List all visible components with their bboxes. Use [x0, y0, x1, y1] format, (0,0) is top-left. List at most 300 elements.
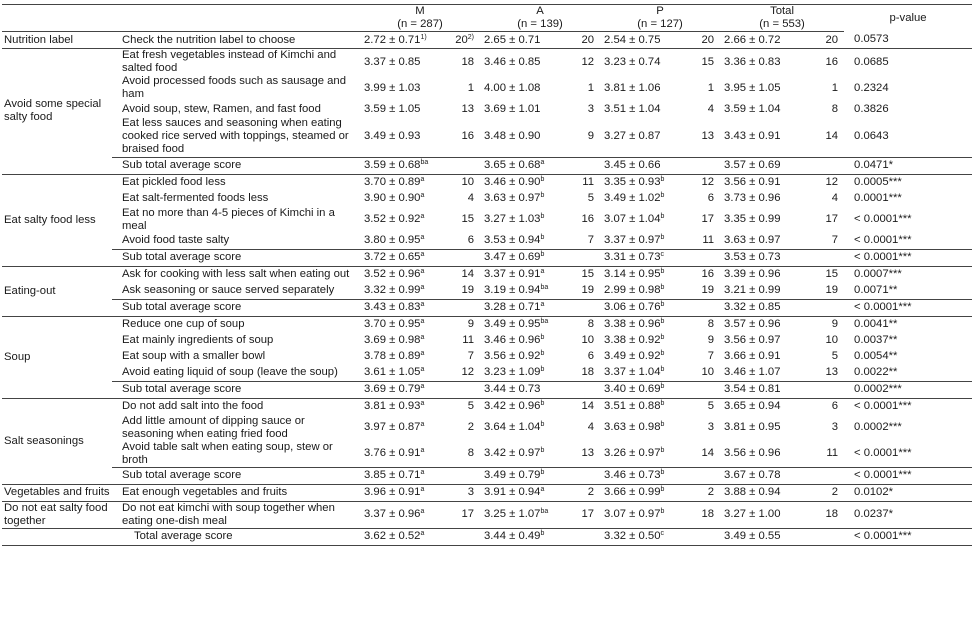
- m-rank: 19: [461, 284, 475, 296]
- col-header-m: M: [360, 5, 480, 19]
- total-mean-sd: 3.81 ± 0.95: [724, 421, 781, 433]
- p-rank: 14: [701, 447, 715, 459]
- category-label: Salt seasonings: [2, 398, 112, 484]
- total-rank: 19: [825, 284, 839, 296]
- m-mean-sd: 3.32 ± 0.99$^a$: [364, 284, 425, 296]
- table-row: [2, 174, 972, 191]
- category-label: Eating-out: [2, 266, 112, 316]
- item-label: Eat mainly ingredients of soup: [122, 334, 274, 346]
- superscript-mark: a: [420, 234, 425, 241]
- p-rank: 12: [701, 176, 715, 188]
- p-value: 0.0022**: [854, 366, 898, 378]
- total-mean-sd: 3.21 ± 0.99: [724, 284, 781, 296]
- superscript-mark: b: [660, 192, 665, 199]
- p-mean-sd: 3.81 ± 1.06: [604, 81, 661, 94]
- total-rank: 9: [831, 318, 839, 330]
- p-rank-empty: [692, 467, 720, 484]
- col-n-p: (n = 127): [600, 18, 720, 32]
- p-rank: 15: [701, 55, 715, 68]
- total-rank: 6: [831, 400, 839, 412]
- p-mean-sd: 3.49 ± 1.02$^b$: [604, 192, 665, 204]
- superscript-mark: b: [660, 176, 665, 183]
- a-total: 3.44 ± 0.49$^b$: [480, 528, 572, 545]
- salt-reduction-behavior-table: [2, 4, 972, 546]
- superscript-mark: a: [420, 284, 425, 291]
- a-rank: 9: [587, 130, 595, 143]
- p-rank: 5: [707, 400, 715, 412]
- total-mean-sd: 3.56 ± 0.91: [724, 176, 781, 188]
- p-value: 0.3826: [854, 102, 889, 115]
- superscript-mark: b: [540, 447, 545, 454]
- total-rank: 12: [825, 176, 839, 188]
- total-subtotal: 3.32 ± 0.85: [720, 299, 812, 316]
- m-rank: 14: [461, 268, 475, 280]
- a-mean-sd: 3.56 ± 0.92$^b$: [484, 350, 545, 362]
- superscript-mark: c: [660, 530, 664, 537]
- total-mean-sd: 3.63 ± 0.97: [724, 234, 781, 246]
- p-value: 0.2324: [854, 81, 889, 94]
- p-mean-sd: 3.23 ± 0.74: [604, 55, 661, 68]
- a-mean-sd: 3.27 ± 1.03$^b$: [484, 213, 545, 225]
- p-value: 0.0007***: [854, 268, 902, 280]
- a-mean-sd: 3.42 ± 0.96$^b$: [484, 400, 545, 412]
- p-rank: 13: [701, 130, 715, 143]
- a-mean-sd: 3.63 ± 0.97$^b$: [484, 192, 545, 204]
- a-mean-sd: 3.19 ± 0.94$^{ba}$: [484, 284, 549, 296]
- total-subtotal: 3.67 ± 0.78: [720, 467, 812, 484]
- m-rank: 17: [452, 501, 480, 528]
- p-rank: 10: [701, 366, 715, 378]
- m-subtotal: 3.85 ± 0.71$^a$: [360, 467, 452, 484]
- table-row: [2, 117, 972, 157]
- a-rank: 2: [572, 484, 600, 501]
- superscript-mark: b: [540, 234, 545, 241]
- p-mean-sd: 3.14 ± 0.95$^b$: [604, 268, 665, 280]
- total-rank: 18: [812, 501, 844, 528]
- superscript-mark: b: [540, 251, 545, 258]
- p-value: 0.0001***: [854, 192, 902, 204]
- total-mean-sd: 3.46 ± 1.07: [724, 366, 781, 378]
- p-mean-sd: 2.99 ± 0.98$^b$: [604, 284, 665, 296]
- superscript-mark: a: [540, 301, 545, 308]
- a-mean-sd: 3.37 ± 0.91$^a$: [484, 268, 545, 280]
- p-mean-sd: 3.35 ± 0.93$^b$: [604, 176, 665, 188]
- a-mean-sd: 3.64 ± 1.04$^b$: [484, 421, 545, 433]
- total-rank: 10: [825, 334, 839, 346]
- superscript-mark: b: [540, 421, 545, 428]
- total-rank: 1: [831, 81, 839, 94]
- p-value: 0.0685: [854, 55, 889, 68]
- category-label: Eat salty food less: [2, 174, 112, 266]
- superscript-mark: a: [420, 383, 425, 390]
- m-mean-sd: 3.70 ± 0.95$^a$: [364, 318, 425, 330]
- category-label: Nutrition label: [2, 32, 112, 49]
- subtotal-row: [2, 157, 972, 174]
- p-rank-empty: [692, 157, 720, 174]
- item-label: Eat less sauces and seasoning when eating cooked rice served with toppings, steamed or braised food: [122, 117, 349, 156]
- m-mean-sd: 3.69 ± 0.98$^a$: [364, 334, 425, 346]
- subtotal-label: Sub total average score: [112, 249, 360, 266]
- superscript-mark: b: [540, 400, 545, 407]
- p-mean-sd: 3.63 ± 0.98$^b$: [604, 421, 665, 433]
- a-mean-sd: 2.65 ± 0.71: [480, 32, 572, 49]
- subtotal-p-value: < 0.0001***: [844, 299, 972, 316]
- a-rank: 12: [581, 55, 595, 68]
- m-mean-sd: 3.52 ± 0.92$^a$: [364, 213, 425, 225]
- superscript-mark: b: [660, 469, 665, 476]
- a-mean-sd: 3.48 ± 0.90: [484, 130, 541, 143]
- subtotal-label: Sub total average score: [112, 157, 360, 174]
- total-subtotal: 3.53 ± 0.73: [720, 249, 812, 266]
- p-value: 0.0643: [854, 130, 889, 143]
- p-rank-empty: [692, 249, 720, 266]
- item-label: Avoid eating liquid of soup (leave the soup): [122, 366, 338, 378]
- p-mean-sd: 3.07 ± 0.97$^b$: [600, 501, 692, 528]
- m-mean-sd: 3.49 ± 0.93: [364, 130, 421, 143]
- superscript-mark: ba: [420, 159, 429, 166]
- m-rank-empty: [452, 528, 480, 545]
- superscript-mark: c: [660, 251, 664, 258]
- total-rank: 2: [812, 484, 844, 501]
- a-rank: 19: [581, 284, 595, 296]
- a-rank: 3: [587, 102, 595, 115]
- p-rank: 2: [692, 484, 720, 501]
- item-label: Avoid food taste salty: [122, 234, 230, 246]
- a-mean-sd: 3.23 ± 1.09$^b$: [484, 366, 545, 378]
- m-subtotal: 3.72 ± 0.65$^a$: [360, 249, 452, 266]
- table-row: [2, 316, 972, 333]
- subtotal-p-value: 0.0002***: [844, 381, 972, 398]
- col-header-total: Total: [720, 5, 844, 19]
- total-mean-sd: 3.56 ± 0.97: [724, 334, 781, 346]
- table-row: [2, 501, 972, 528]
- item-label: Avoid processed foods such as sausage and ham: [122, 75, 346, 100]
- a-rank: 11: [582, 176, 595, 188]
- total-mean-sd: 2.66 ± 0.72: [720, 32, 812, 49]
- superscript-mark: b: [540, 192, 545, 199]
- subtotal-row: [2, 299, 972, 316]
- m-rank: 6: [467, 234, 475, 246]
- subtotal-row: [2, 381, 972, 398]
- a-rank: 17: [572, 501, 600, 528]
- p-value: < 0.0001***: [854, 213, 912, 225]
- m-mean-sd: 3.96 ± 0.91$^a$: [360, 484, 452, 501]
- total-rank-empty: [812, 381, 844, 398]
- item-label: Add little amount of dipping sauce or seasoning when eating fried food: [122, 414, 305, 440]
- total-mean-sd: 3.95 ± 1.05: [724, 81, 781, 94]
- subtotal-p-value: < 0.0001***: [844, 249, 972, 266]
- p-rank: 16: [701, 268, 715, 280]
- item-label: Eat salt-fermented foods less: [122, 192, 269, 204]
- p-rank: 6: [707, 192, 715, 204]
- table-row: [2, 207, 972, 233]
- superscript-mark: b: [540, 176, 545, 183]
- table-row: [2, 266, 972, 283]
- p-mean-sd: 3.27 ± 0.87: [604, 130, 661, 143]
- total-rank-empty: [812, 157, 844, 174]
- a-subtotal: 3.47 ± 0.69$^b$: [480, 249, 572, 266]
- superscript-mark: b: [660, 508, 665, 515]
- total-subtotal: 3.57 ± 0.69: [720, 157, 812, 174]
- a-subtotal: 3.65 ± 0.68$^a$: [480, 157, 572, 174]
- a-mean-sd: 3.46 ± 0.96$^b$: [484, 334, 545, 346]
- superscript-mark: a: [420, 469, 425, 476]
- superscript-mark: a: [420, 366, 425, 373]
- total-rank-empty: [812, 299, 844, 316]
- m-mean-sd: 3.37 ± 0.96$^a$: [360, 501, 452, 528]
- total-mean-sd: 3.59 ± 1.04: [724, 102, 781, 115]
- superscript-mark: a: [420, 192, 425, 199]
- m-rank: 10: [461, 176, 475, 188]
- m-rank: 2: [467, 421, 475, 433]
- p-rank: 1: [707, 81, 715, 94]
- a-rank-empty: [572, 528, 600, 545]
- superscript-mark: a: [420, 334, 425, 341]
- m-rank-empty: [452, 157, 480, 174]
- a-mean-sd: 3.46 ± 0.90$^b$: [484, 176, 545, 188]
- superscript-mark: a: [420, 400, 425, 407]
- a-rank: 16: [581, 213, 595, 225]
- p-total: 3.32 ± 0.50$^c$: [600, 528, 692, 545]
- superscript-mark: a: [420, 176, 425, 183]
- p-value: 0.0002***: [854, 421, 902, 433]
- p-subtotal: 3.31 ± 0.73$^c$: [600, 249, 692, 266]
- total-subtotal: 3.54 ± 0.81: [720, 381, 812, 398]
- p-value: 0.0037**: [854, 334, 898, 346]
- a-rank: 20: [572, 32, 600, 49]
- p-subtotal: 3.45 ± 0.66: [600, 157, 692, 174]
- a-subtotal: 3.44 ± 0.73: [480, 381, 572, 398]
- total-rank: 15: [825, 268, 839, 280]
- p-rank: 4: [707, 102, 715, 115]
- superscript-mark: b: [660, 486, 665, 493]
- m-rank: 9: [467, 318, 475, 330]
- a-rank-empty: [572, 299, 600, 316]
- superscript-mark: b: [660, 383, 665, 390]
- table-row: [2, 398, 972, 415]
- superscript-mark: b: [660, 234, 665, 241]
- superscript-mark: a: [420, 530, 425, 537]
- total-mean-sd: 3.39 ± 0.96: [724, 268, 781, 280]
- table-row: [2, 101, 972, 117]
- m-rank: 4: [467, 192, 475, 204]
- superscript-mark: b: [540, 366, 545, 373]
- a-mean-sd: 4.00 ± 1.08: [484, 81, 541, 94]
- item-label: Reduce one cup of soup: [122, 318, 245, 330]
- col-header-pvalue: p-value: [844, 5, 972, 32]
- m-mean-sd: 3.76 ± 0.91$^a$: [364, 447, 425, 459]
- col-n-total: (n = 553): [720, 18, 844, 32]
- subtotal-row: [2, 467, 972, 484]
- item-label: Ask seasoning or sauce served separately: [122, 284, 335, 296]
- m-subtotal: 3.69 ± 0.79$^a$: [360, 381, 452, 398]
- col-header-a: A: [480, 5, 600, 19]
- p-rank: 11: [702, 234, 715, 246]
- p-rank: 7: [707, 350, 715, 362]
- p-rank-empty: [692, 299, 720, 316]
- table-body: [2, 32, 972, 546]
- superscript-mark: 2): [467, 33, 475, 41]
- table-row: [2, 484, 972, 501]
- m-total: 3.62 ± 0.52$^a$: [360, 528, 452, 545]
- m-mean-sd: 3.81 ± 0.93$^a$: [364, 400, 425, 412]
- a-mean-sd: 3.91 ± 0.94$^a$: [480, 484, 572, 501]
- category-label: Vegetables and fruits: [2, 484, 112, 501]
- m-rank: 7: [467, 350, 475, 362]
- superscript-mark: a: [540, 159, 545, 166]
- table-row: [2, 233, 972, 250]
- m-mean-sd: $2.72 \pm 0.71^{1)}$: [360, 32, 452, 49]
- col-n-m: (n = 287): [360, 18, 480, 32]
- superscript-mark: a: [420, 350, 425, 357]
- superscript-mark: b: [540, 213, 545, 220]
- item-label: Eat soup with a smaller bowl: [122, 350, 266, 362]
- subtotal-row: [2, 249, 972, 266]
- table-row: [2, 32, 972, 49]
- a-rank: 4: [587, 421, 595, 433]
- a-mean-sd: 3.53 ± 0.94$^b$: [484, 234, 545, 246]
- total-mean-sd: 3.35 ± 0.99: [724, 213, 781, 225]
- superscript-mark: b: [660, 400, 665, 407]
- table-row: [2, 333, 972, 349]
- a-rank: 15: [581, 268, 595, 280]
- item-label: Eat enough vegetables and fruits: [112, 484, 360, 501]
- superscript-mark: b: [660, 334, 665, 341]
- a-mean-sd: 3.46 ± 0.85: [484, 55, 541, 68]
- total-mean-sd: 3.66 ± 0.91: [724, 350, 781, 362]
- p-value: 0.0573: [844, 32, 972, 49]
- table-row: [2, 191, 972, 207]
- a-rank-empty: [572, 381, 600, 398]
- superscript-mark: 1): [420, 33, 427, 41]
- a-mean-sd: 3.42 ± 0.97$^b$: [484, 447, 545, 459]
- m-mean-sd: 3.59 ± 1.05: [364, 102, 421, 115]
- table-row: [2, 415, 972, 441]
- category-label: Avoid some special salty food: [2, 49, 112, 175]
- superscript-mark: a: [420, 213, 425, 220]
- m-rank: 12: [461, 366, 475, 378]
- p-subtotal: 3.40 ± 0.69$^b$: [600, 381, 692, 398]
- p-value: 0.0237*: [844, 501, 972, 528]
- m-rank: 16: [461, 130, 475, 143]
- p-mean-sd: 3.38 ± 0.92$^b$: [604, 334, 665, 346]
- a-rank: 13: [581, 447, 595, 459]
- superscript-mark: b: [540, 350, 545, 357]
- a-rank: 14: [581, 400, 595, 412]
- total-p-value: < 0.0001***: [844, 528, 972, 545]
- m-rank: 18: [461, 55, 475, 68]
- superscript-mark: a: [420, 421, 425, 428]
- total-rank: 7: [831, 234, 839, 246]
- superscript-mark: b: [660, 284, 665, 291]
- item-label: Check the nutrition label to choose: [112, 32, 360, 49]
- p-subtotal: 3.46 ± 0.73$^b$: [600, 467, 692, 484]
- superscript-mark: b: [660, 366, 665, 373]
- a-rank-empty: [572, 249, 600, 266]
- p-value: 0.0054**: [854, 350, 898, 362]
- m-rank: 3: [452, 484, 480, 501]
- subtotal-p-value: 0.0471*: [844, 157, 972, 174]
- p-value: < 0.0001***: [854, 400, 912, 412]
- table-row: [2, 441, 972, 468]
- a-rank: 7: [587, 234, 595, 246]
- a-rank: 1: [587, 81, 595, 94]
- total-rank: 8: [831, 102, 839, 115]
- superscript-mark: b: [540, 469, 545, 476]
- m-rank-empty: [452, 381, 480, 398]
- m-rank: 11: [462, 334, 475, 346]
- table-row: [2, 49, 972, 76]
- total-mean-sd: 3.56 ± 0.96: [724, 447, 781, 459]
- total-rank-empty: [812, 528, 844, 545]
- a-subtotal: 3.28 ± 0.71$^a$: [480, 299, 572, 316]
- superscript-mark: b: [660, 301, 665, 308]
- subtotal-p-value: < 0.0001***: [844, 467, 972, 484]
- superscript-mark: b: [660, 268, 665, 275]
- superscript-mark: b: [660, 350, 665, 357]
- m-rank: 8: [467, 447, 475, 459]
- p-value: 0.0102*: [844, 484, 972, 501]
- superscript-mark: a: [420, 318, 425, 325]
- p-mean-sd: 3.37 ± 1.04$^b$: [604, 366, 665, 378]
- superscript-mark: b: [540, 334, 545, 341]
- a-mean-sd: 3.25 ± 1.07$^{ba}$: [480, 501, 572, 528]
- p-mean-sd: 3.26 ± 0.97$^b$: [604, 447, 665, 459]
- p-mean-sd: 3.49 ± 0.92$^b$: [604, 350, 665, 362]
- total-average-label: Total average score: [112, 528, 360, 545]
- p-mean-sd: 3.07 ± 1.04$^b$: [604, 213, 665, 225]
- p-rank: 3: [707, 421, 715, 433]
- subtotal-label: Sub total average score: [112, 381, 360, 398]
- total-average-row: [2, 528, 972, 545]
- m-mean-sd: 3.78 ± 0.89$^a$: [364, 350, 425, 362]
- table-row: [2, 283, 972, 300]
- total-rank: 13: [825, 366, 839, 378]
- superscript-mark: a: [420, 486, 425, 493]
- m-rank-empty: [452, 249, 480, 266]
- m-mean-sd: 3.80 ± 0.95$^a$: [364, 234, 425, 246]
- a-subtotal: 3.49 ± 0.79$^b$: [480, 467, 572, 484]
- m-mean-sd: 3.90 ± 0.90$^a$: [364, 192, 425, 204]
- item-label: Avoid table salt when eating soup, stew or broth: [122, 440, 333, 466]
- m-rank: 1: [467, 81, 475, 94]
- category-label: Soup: [2, 316, 112, 398]
- a-rank: 5: [587, 192, 595, 204]
- table-header: [2, 5, 972, 32]
- table-row: [2, 365, 972, 382]
- a-rank: 18: [581, 366, 595, 378]
- m-rank-empty: [452, 299, 480, 316]
- superscript-mark: a: [540, 268, 545, 275]
- item-label: Eat pickled food less: [122, 176, 226, 188]
- m-subtotal: 3.43 ± 0.83$^a$: [360, 299, 452, 316]
- m-rank: 15: [461, 213, 475, 225]
- p-subtotal: 3.06 ± 0.76$^b$: [600, 299, 692, 316]
- superscript-mark: b: [660, 213, 665, 220]
- a-rank-empty: [572, 157, 600, 174]
- p-mean-sd: 3.38 ± 0.96$^b$: [604, 318, 665, 330]
- m-rank: 20$^{2)}$: [452, 32, 480, 49]
- subtotal-label: Sub total average score: [112, 299, 360, 316]
- total-mean-sd: 3.88 ± 0.94: [720, 484, 812, 501]
- total-rank: 16: [825, 55, 839, 68]
- p-rank-empty: [692, 381, 720, 398]
- m-mean-sd: 3.61 ± 1.05$^a$: [364, 366, 425, 378]
- m-mean-sd: 3.97 ± 0.87$^a$: [364, 421, 425, 433]
- p-mean-sd: 3.66 ± 0.99$^b$: [600, 484, 692, 501]
- superscript-mark: ba: [540, 284, 549, 291]
- total-rank: 4: [831, 192, 839, 204]
